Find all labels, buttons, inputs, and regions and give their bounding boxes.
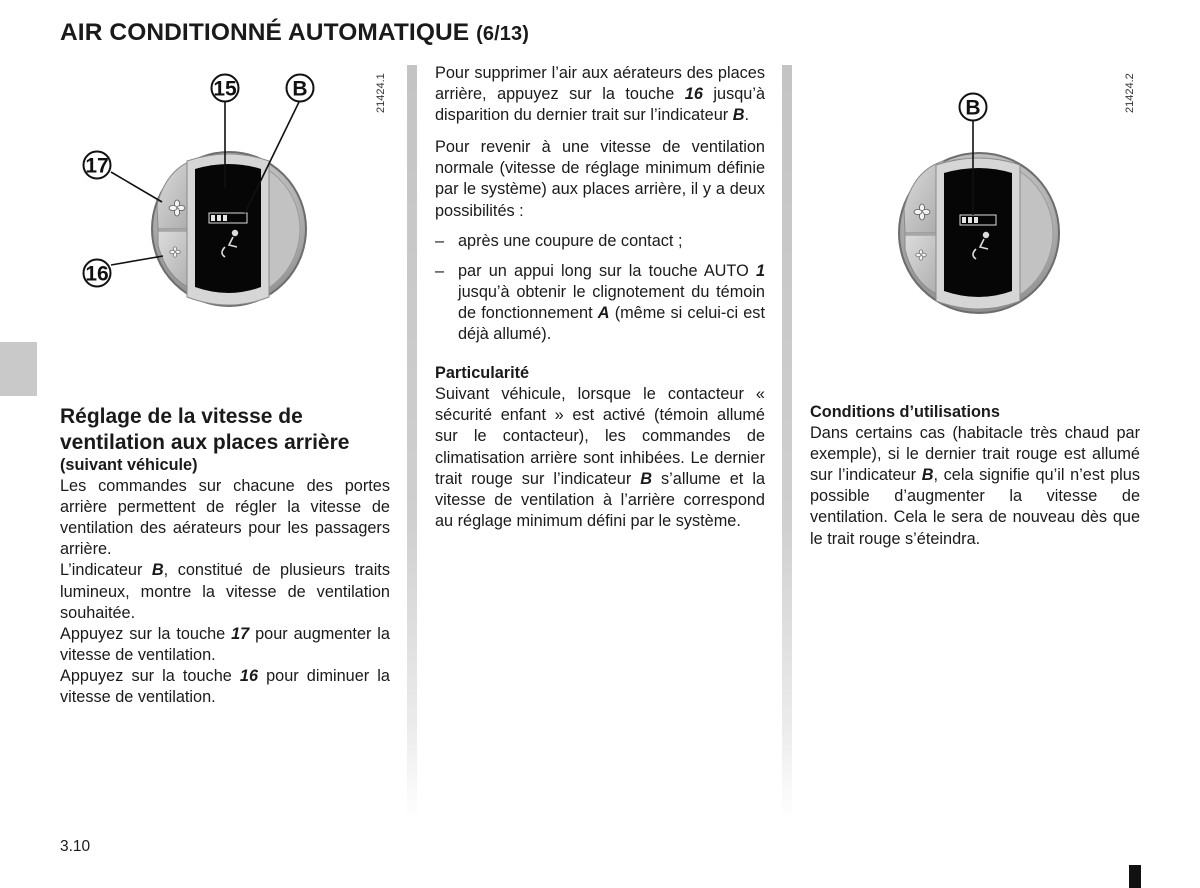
page-title xyxy=(60,19,529,47)
column-1 xyxy=(60,404,390,708)
column-divider-2 xyxy=(782,65,792,820)
column-2 xyxy=(435,63,765,532)
list-item: – par un appui long sur la touche AUTO 1 jusqu’à obtenir le clignotement du témoin de fonctionnement A (même si celui-ci est déjà allumé). xyxy=(435,261,765,344)
page-title-main: AIR CONDITIONNÉ AUTOMATIQUE xyxy=(60,19,470,46)
section-tab xyxy=(0,342,37,396)
section-subheading: (suivant véhicule) xyxy=(60,456,198,474)
callout-15: 15 xyxy=(213,77,237,101)
column-3 xyxy=(810,402,1140,550)
figure-code-2: 21424.2 xyxy=(1124,73,1136,113)
paragraph-conditions: Dans certains cas (habitacle très chaud par exemple), si le dernier trait rouge est allumé sur l’indicateur B, cela signifie qu’il n’est plus possible d’augmenter la vitesse de ventilation. Cela le sera de nouveau dès que le trait rouge s’éteindra. xyxy=(810,424,1140,548)
page-title-part: (6/13) xyxy=(476,23,529,45)
paragraph-decrease: Appuyez sur la touche 16 pour diminuer la vitesse de ventilation. xyxy=(60,666,390,707)
leader-line-17 xyxy=(111,172,162,202)
page-number: 3.10 xyxy=(60,838,91,855)
subheading-conditions: Conditions d’utilisations xyxy=(810,403,1000,421)
paragraph-suppress: Pour supprimer l’air aux aérateurs des places arrière, appuyez sur la touche 16 jusqu’à disparition du dernier trait sur l’indicateur B. xyxy=(435,64,765,125)
leader-line-16 xyxy=(111,256,163,265)
figure-control-dial-2 xyxy=(800,55,1140,355)
display-screen xyxy=(195,164,261,293)
figure-code-1: 21424.1 xyxy=(375,73,387,113)
paragraph-intro: Les commandes sur chacune des portes arrière permettent de régler la vitesse de ventilation des aérateurs pour les passagers arrière. xyxy=(60,477,390,559)
paragraph-child-safety: Suivant véhicule, lorsque le contacteur « sécurité enfant » est activé (témoin allumé sur le contacteur), les commandes de climatisation arrière sont inhibées. Le dernier trait rouge sur l’indicateur B s’allume et la vitesse de ventilation à l’arrière correspond au réglage minimum défini par le système. xyxy=(435,385,765,530)
figure-control-dial-1 xyxy=(37,55,397,365)
callout-17: 17 xyxy=(85,154,109,178)
callout-b: B xyxy=(292,77,308,101)
display-screen xyxy=(944,168,1012,297)
column-divider-1 xyxy=(407,65,417,820)
callout-b: B xyxy=(965,96,981,120)
paragraph-indicator: L’indicateur B, constitué de plusieurs traits lumineux, montre la vitesse de ventilation souhaitée. xyxy=(60,561,390,622)
callout-16: 16 xyxy=(85,262,109,286)
paragraph-increase: Appuyez sur la touche 17 pour augmenter la vitesse de ventilation. xyxy=(60,624,390,664)
section-heading: Réglage de la vitesse de ventilation aux places arrière xyxy=(60,405,350,454)
subheading-particularite: Particularité xyxy=(435,364,530,383)
paragraph-restore: Pour revenir à une vitesse de ventilation normale (vitesse de réglage minimum définie par le système) aux places arrière, il y a deux possibilités : xyxy=(435,138,765,220)
page-corner-mark xyxy=(1129,865,1141,888)
list-item: – après une coupure de contact ; xyxy=(435,231,683,250)
